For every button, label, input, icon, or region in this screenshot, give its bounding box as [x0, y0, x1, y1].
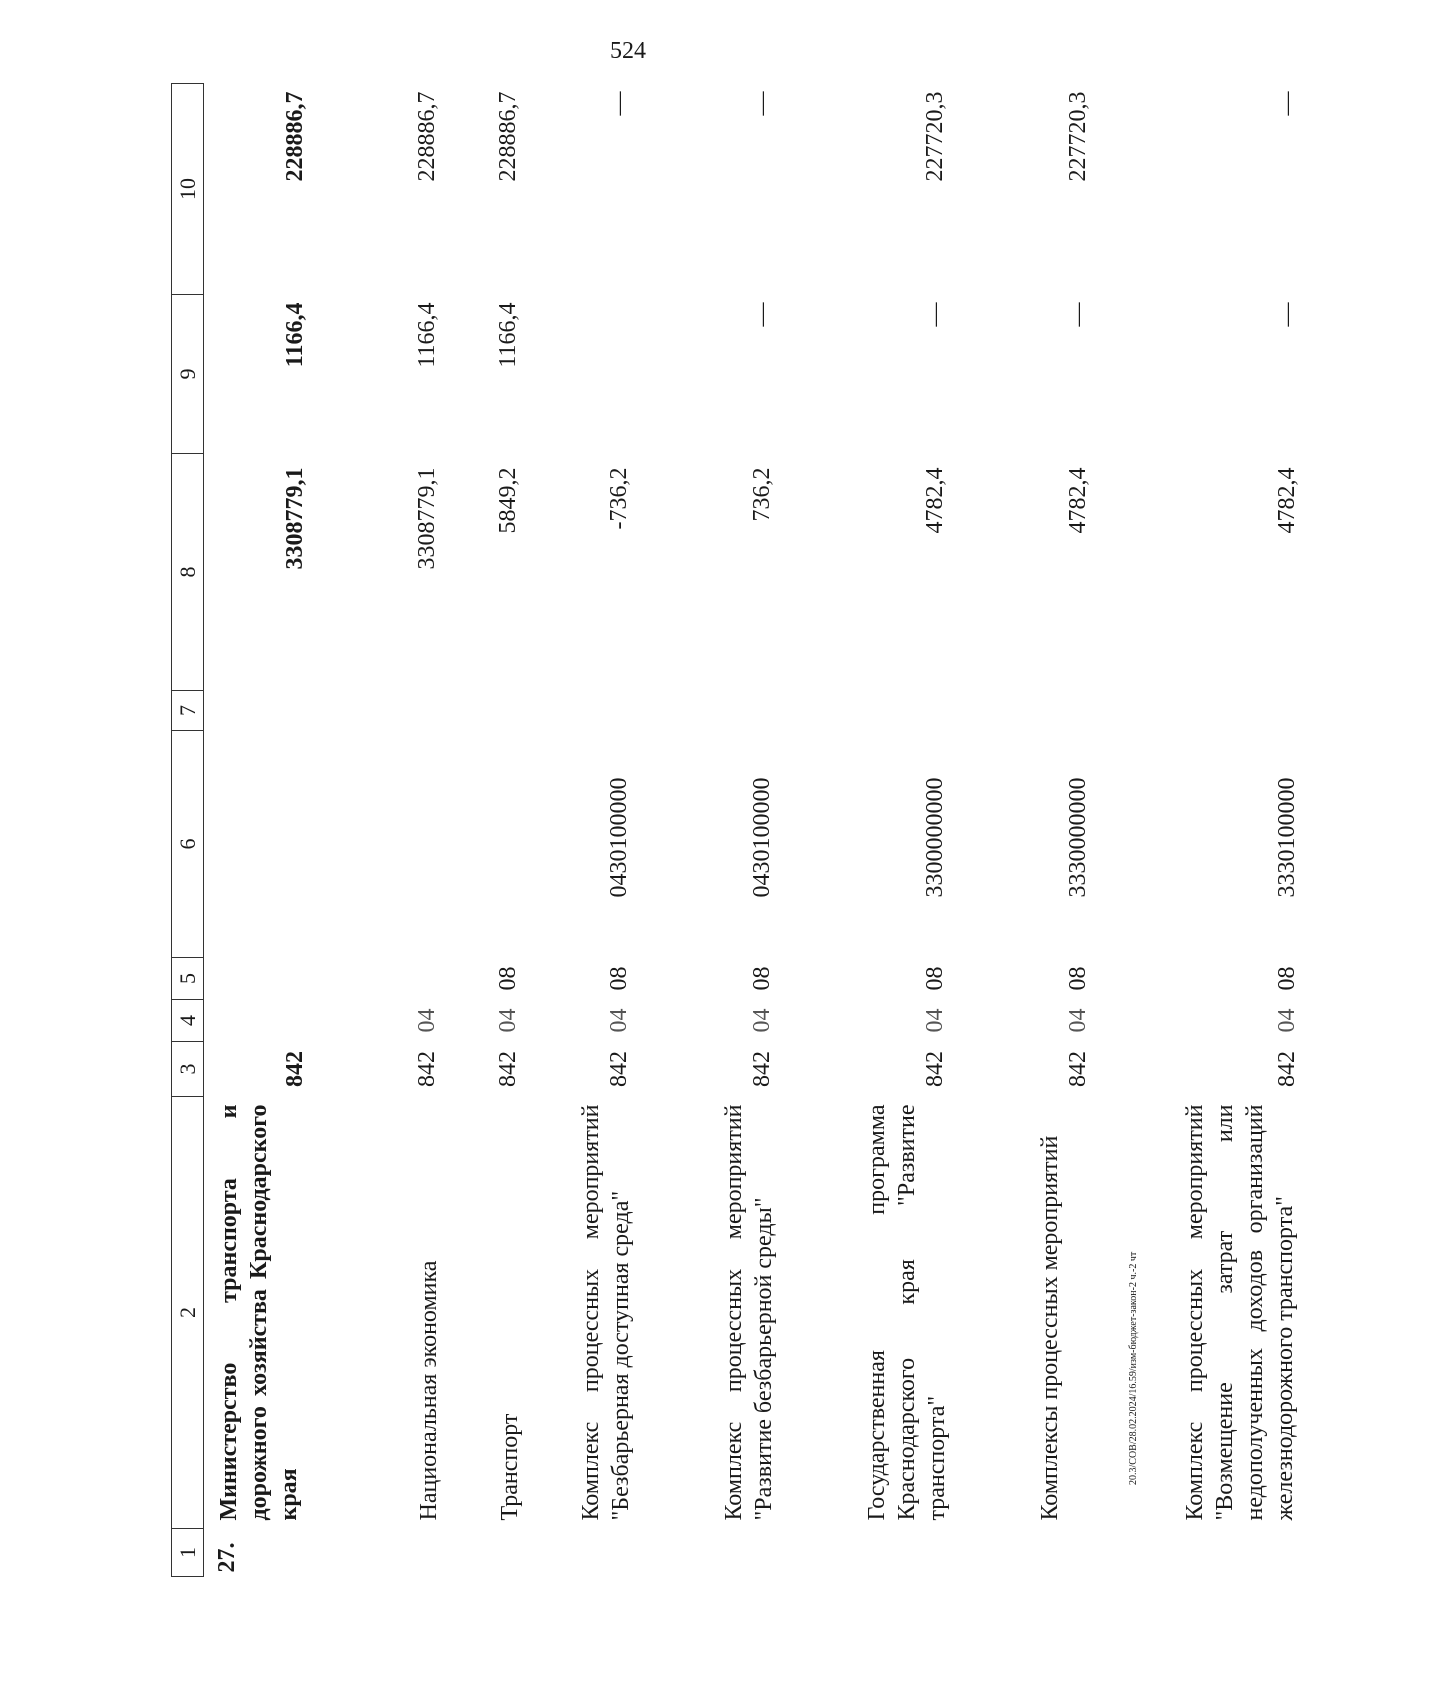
cell-expense-type [566, 691, 709, 731]
cell-target-article: 3300000000 [922, 777, 948, 898]
row-number: 27. [214, 1542, 240, 1573]
row-number [485, 1529, 566, 1577]
cell-amount-2: 1166,4 [414, 302, 440, 368]
table-row [1025, 84, 1170, 1577]
cell-expense-type [1025, 691, 1170, 731]
cell-subsection: 08 [749, 966, 775, 991]
cell-ministry-code: 842 [749, 1051, 775, 1087]
cell-amount: 4782,4 [922, 467, 948, 534]
cell-target-article [404, 731, 485, 958]
cell-amount-2: — [1274, 302, 1300, 327]
header-cell: 9 [172, 295, 204, 454]
row-name: Комплекс процессных мероприятий "Безбарьерная доступная среда" [578, 1104, 634, 1521]
cell-subsection [204, 958, 405, 1000]
cell-expense-type [709, 691, 852, 731]
cell-amount-3: — [1274, 91, 1300, 116]
footer-code: 20.3/СОВ/28.02.2024/16.59/изм-бюджет-закон-2 ч.-2 чт [1128, 1251, 1139, 1485]
row-number [1170, 1529, 1444, 1577]
table-row [709, 84, 852, 1577]
cell-amount-3: 227720,3 [922, 91, 948, 182]
cell-expense-type [1170, 691, 1444, 731]
cell-section: 04 [495, 1008, 521, 1033]
cell-amount-3: — [606, 91, 632, 116]
row-number [404, 1529, 485, 1577]
cell-expense-type [204, 691, 405, 731]
header-cell: 8 [172, 454, 204, 691]
table-row [485, 84, 566, 1577]
cell-section: 04 [749, 1008, 775, 1033]
cell-amount-2: — [1065, 302, 1091, 327]
cell-target-article [204, 731, 405, 958]
cell-subsection: 08 [1065, 966, 1091, 991]
cell-subsection: 08 [495, 966, 521, 991]
row-number [566, 1529, 709, 1577]
table-row [1170, 84, 1444, 1577]
header-cell: 6 [172, 731, 204, 958]
row-name: Министерство транспорта и дорожного хозяйства Краснодарского края [216, 1104, 302, 1521]
cell-amount-3: 228886,7 [495, 91, 521, 182]
cell-amount-3: 228886,7 [282, 91, 308, 182]
cell-amount: 5849,2 [495, 467, 521, 534]
cell-ministry-code: 842 [282, 1051, 308, 1087]
cell-target-article: 0430100000 [749, 777, 775, 898]
cell-ministry-code: 842 [414, 1051, 440, 1087]
cell-section: 04 [1274, 1008, 1300, 1033]
row-number [852, 1529, 1025, 1577]
cell-amount-3: 227720,3 [1065, 91, 1091, 182]
cell-section: 04 [1065, 1008, 1091, 1033]
cell-amount-2: 1166,4 [282, 302, 308, 368]
table-row [404, 84, 485, 1577]
row-name: Национальная экономика [416, 1260, 442, 1521]
cell-ministry-code: 842 [922, 1051, 948, 1087]
table-row [204, 84, 405, 1577]
row-number [709, 1529, 852, 1577]
cell-amount-2: — [922, 302, 948, 327]
cell-subsection [404, 958, 485, 1000]
rotated-table-container [171, 84, 1300, 1577]
cell-amount-3: 228886,7 [414, 91, 440, 182]
cell-section [204, 1000, 405, 1042]
row-name: Комплекс процессных мероприятий "Возмещение затрат или недополученных доходов организаций железнодорожного транспорта" [1182, 1104, 1298, 1521]
header-cell: 5 [172, 958, 204, 1000]
cell-amount-2: — [749, 302, 775, 327]
cell-target-article [485, 731, 566, 958]
cell-subsection: 08 [922, 966, 948, 991]
row-name: Комплекс процессных мероприятий "Развитие безбарьерной среды" [721, 1104, 777, 1521]
budget-table [171, 83, 1444, 1577]
row-name: Комплексы процессных мероприятий [1037, 1135, 1063, 1521]
cell-amount: -736,2 [606, 467, 632, 530]
cell-subsection: 08 [1274, 966, 1300, 991]
cell-amount-3: — [749, 91, 775, 116]
cell-subsection: 08 [606, 966, 632, 991]
cell-ministry-code: 842 [606, 1051, 632, 1087]
header-row [172, 84, 204, 1577]
row-number [1025, 1529, 1170, 1577]
cell-expense-type [485, 691, 566, 731]
header-cell: 4 [172, 1000, 204, 1042]
row-name: Государственная программа Краснодарского края "Развитие транспорта" [864, 1104, 950, 1521]
cell-expense-type [404, 691, 485, 731]
cell-expense-type [852, 691, 1025, 731]
cell-section: 04 [606, 1008, 632, 1033]
header-cell: 1 [172, 1529, 204, 1577]
cell-amount: 3308779,1 [414, 467, 440, 570]
cell-ministry-code: 842 [1065, 1051, 1091, 1087]
header-cell: 10 [172, 84, 204, 295]
cell-amount: 3308779,1 [282, 467, 308, 570]
cell-target-article: 3330000000 [1065, 777, 1091, 898]
cell-ministry-code: 842 [1274, 1051, 1300, 1087]
cell-target-article: 3330100000 [1274, 777, 1300, 898]
cell-target-article: 0430100000 [606, 777, 632, 898]
header-cell: 3 [172, 1042, 204, 1097]
row-name: Транспорт [497, 1413, 523, 1521]
page-number: 524 [610, 38, 646, 64]
header-cell: 2 [172, 1097, 204, 1529]
cell-ministry-code: 842 [495, 1051, 521, 1087]
cell-amount-2: 1166,4 [495, 302, 521, 368]
cell-section: 04 [922, 1008, 948, 1033]
table-row [566, 84, 709, 1577]
cell-amount: 4782,4 [1065, 467, 1091, 534]
table-row [852, 84, 1025, 1577]
cell-amount: 4782,4 [1274, 467, 1300, 534]
cell-amount-2 [566, 295, 709, 454]
cell-amount: 736,2 [749, 467, 775, 522]
cell-section: 04 [414, 1008, 440, 1033]
header-cell: 7 [172, 691, 204, 731]
